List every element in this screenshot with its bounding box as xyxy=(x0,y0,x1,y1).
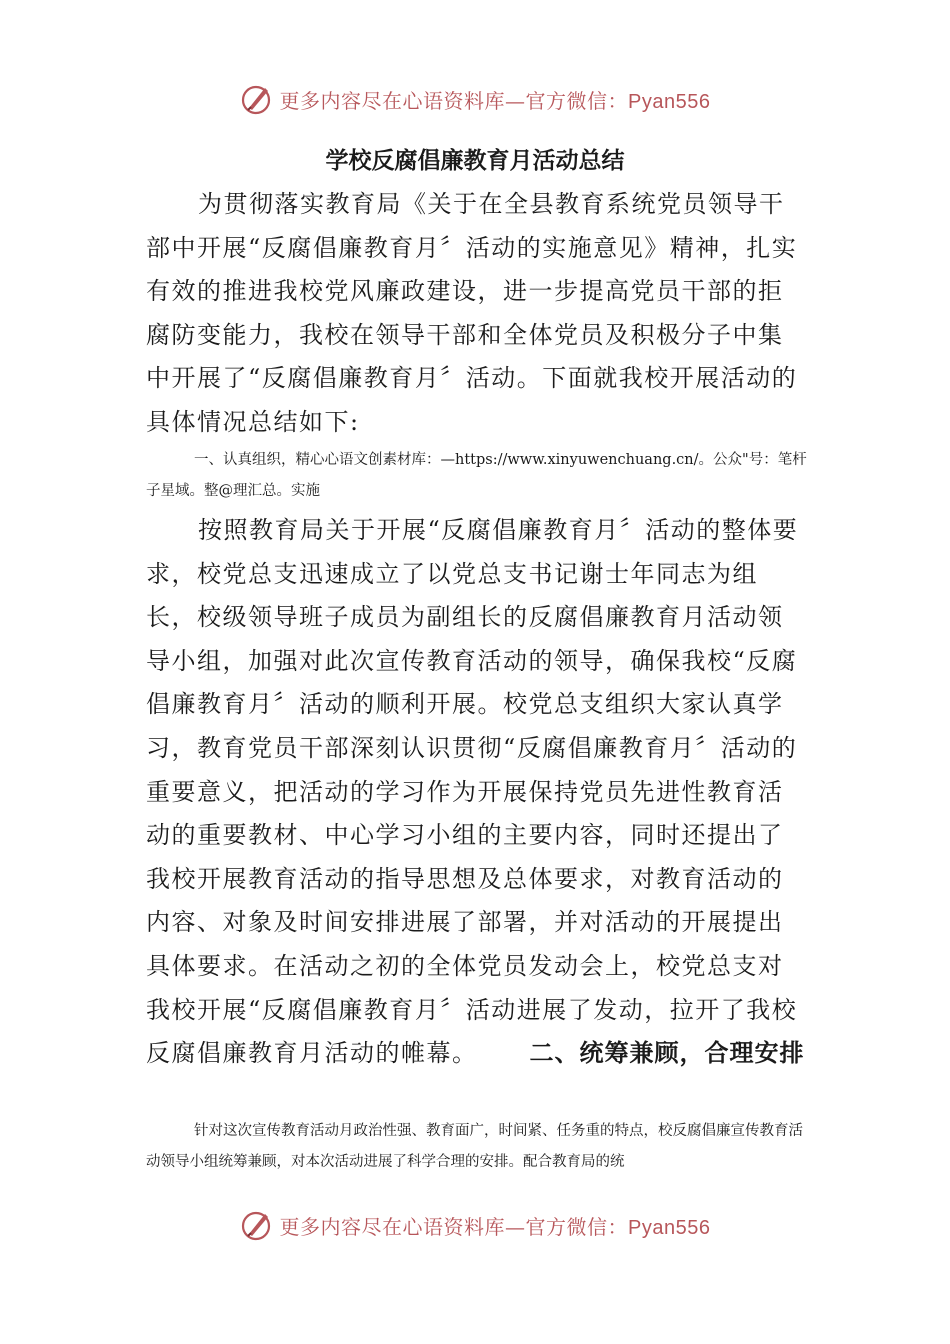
paragraph-intro: 为贯彻落实教育局《关于在全县教育系统党员领导干部中开展“反腐倡廉教育月〞活动的实施意见》精神，扎实有效的推进我校党风廉政建设，进一步提高党员干部的拒腐防变能力，我校在领导干部和全体党员及积极分子中集中开展了“反腐倡廉教育月〞活动。下面就我校开展活动的具体情况总结如下: xyxy=(146,190,798,436)
section-1-body-text: 按照教育局关于开展“反腐倡廉教育月〞活动的整体要求，校党总支迅速成立了以党总支书记谢士年同志为组长，校级领导班子成员为副组长的反腐倡廉教育月活动领导小组，加强对此次宣传教育活动的领导，确保我校“反腐倡廉教育月〞活动的顺利开展。校党总支组织大家认真学习，教育党员干部深刻认识贯彻“反腐倡廉教育月〞活动的重要意义，把活动的学习作为开展保持党员先进性教育活动的重要教材、中心学习小组的主要内容，同时还提出了我校开展教育活动的指导思想及总体要求，对教育活动的内容、对象及时间安排进展了部署，并对活动的开展提出具体要求。在活动之初的全体党员发动会上，校党总支对我校开展“反腐倡廉教育月〞活动进展了发动，拉开了我校反腐倡廉教育月活动的帷幕。 xyxy=(146,516,799,1068)
section-2-heading: 二、统筹兼顾，合理安排 xyxy=(529,1039,805,1068)
banner-text: 更多内容尽在心语资料库—官方微信：Pyan556 xyxy=(279,1214,711,1239)
footer-watermark-banner xyxy=(0,1208,950,1252)
wechat-id: Pyan556 xyxy=(628,90,711,113)
header-watermark-banner xyxy=(0,82,950,126)
quill-pen-logo-icon xyxy=(240,1208,274,1242)
banner-text: 更多内容尽在心语资料库—官方微信：Pyan556 xyxy=(279,88,711,113)
paragraph-section-2-body: 针对这次宣传教育活动月政治性强、教育面广，时间紧、任务重的特点，校反腐倡廉宣传教育活动领导小组统筹兼顾，对本次活动进展了科学合理的安排。配合教育局的统 xyxy=(146,1123,803,1170)
wechat-id: Pyan556 xyxy=(628,1216,711,1239)
paragraph-section-1-body xyxy=(146,509,808,1076)
document-title: 学校反腐倡廉教育月活动总结 xyxy=(325,148,625,174)
quill-pen-logo-icon xyxy=(240,82,274,116)
paragraph-section-1-heading: 一、认真组织，精心心语文创素材库：—https://www.xinyuwenchuang.cn/。公众"号：笔杆子星域。整@理汇总。实施 xyxy=(146,452,807,499)
